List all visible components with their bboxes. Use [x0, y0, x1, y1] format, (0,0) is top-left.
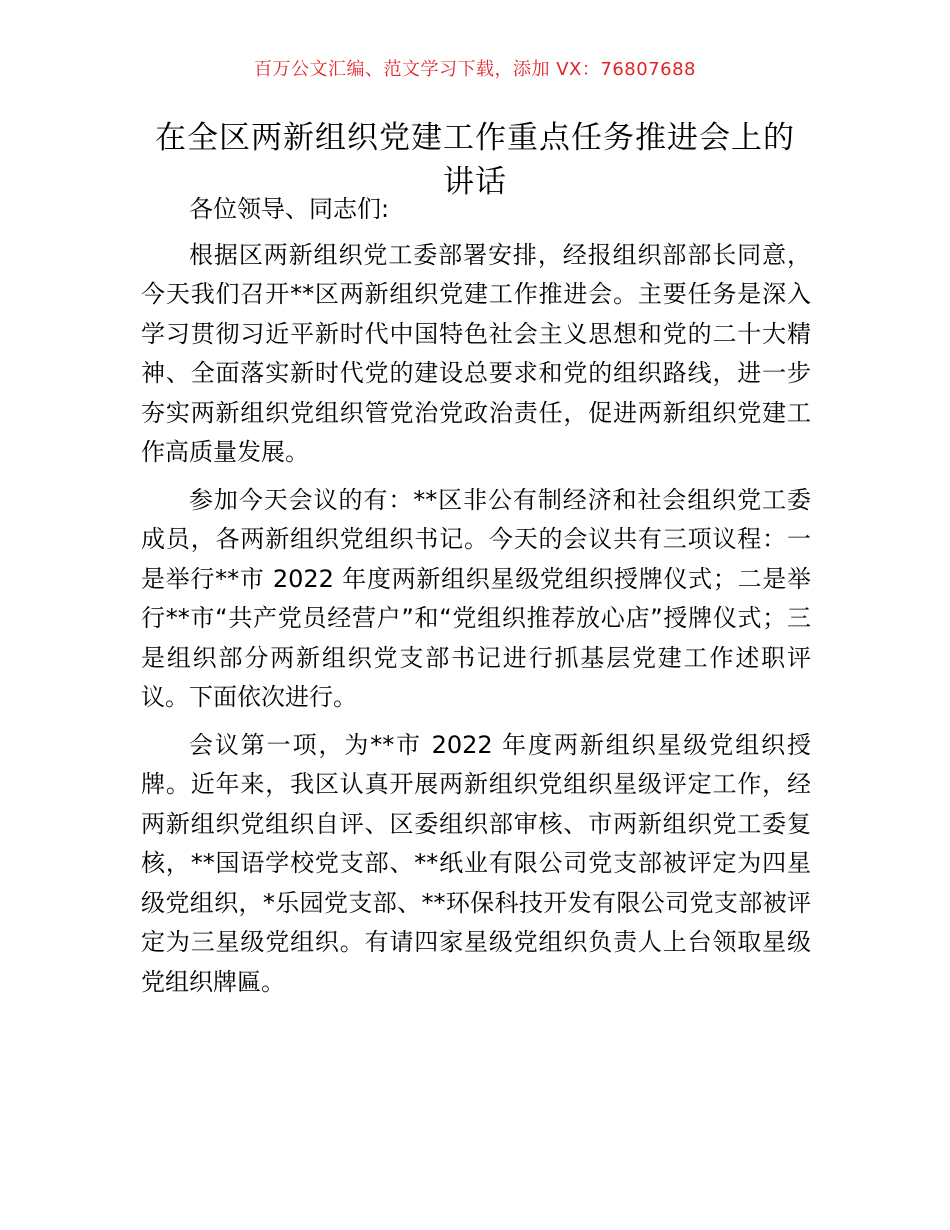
paragraph-agenda: 参加今天会议的有：**区非公有制经济和社会组织党工委成员，各两新组织党组织书记。今天的会议共有三项议程：一是举行**市 2022 年度两新组织星级党组织授牌仪式；二是举行**市“共产党员经营户”和“党组织推荐放心店”授牌仪式；三是组织部分两新组织党支部书记进行抓基层党建工作述职评议。下面依次进行。: [141, 485, 811, 711]
document-body: [141, 190, 811, 1010]
salutation: 各位领导、同志们:: [189, 195, 390, 223]
paragraph-intro: 根据区两新组织党工委部署安排，经报组织部部长同意，今天我们召开**区两新组织党建工作推进会。主要任务是深入学习贯彻习近平新时代中国特色社会主义思想和党的二十大精神、全面落实新时代党的建设总要求和党的组织路线，进一步夯实两新组织党组织管党治党政治责任，促进两新组织党建工作高质量发展。: [141, 240, 811, 466]
document-title: 在全区两新组织党建工作重点任务推进会上的讲话: [155, 120, 795, 200]
header-watermark-note: 百万公文汇编、范文学习下载，添加 VX：76807688: [254, 59, 696, 80]
paragraph-first-item: 会议第一项，为**市 2022 年度两新组织星级党组织授牌。近年来，我区认真开展两新组织党组织星级评定工作，经两新组织党组织自评、区委组织部审核、市两新组织党工委复核，**国语学校党支部、**纸业有限公司党支部被评定为四星级党组织，*乐园党支部、**环保科技开发有限公司党支部被评定为三星级党组织。有请四家星级党组织负责人上台领取星级党组织牌匾。: [141, 730, 811, 996]
